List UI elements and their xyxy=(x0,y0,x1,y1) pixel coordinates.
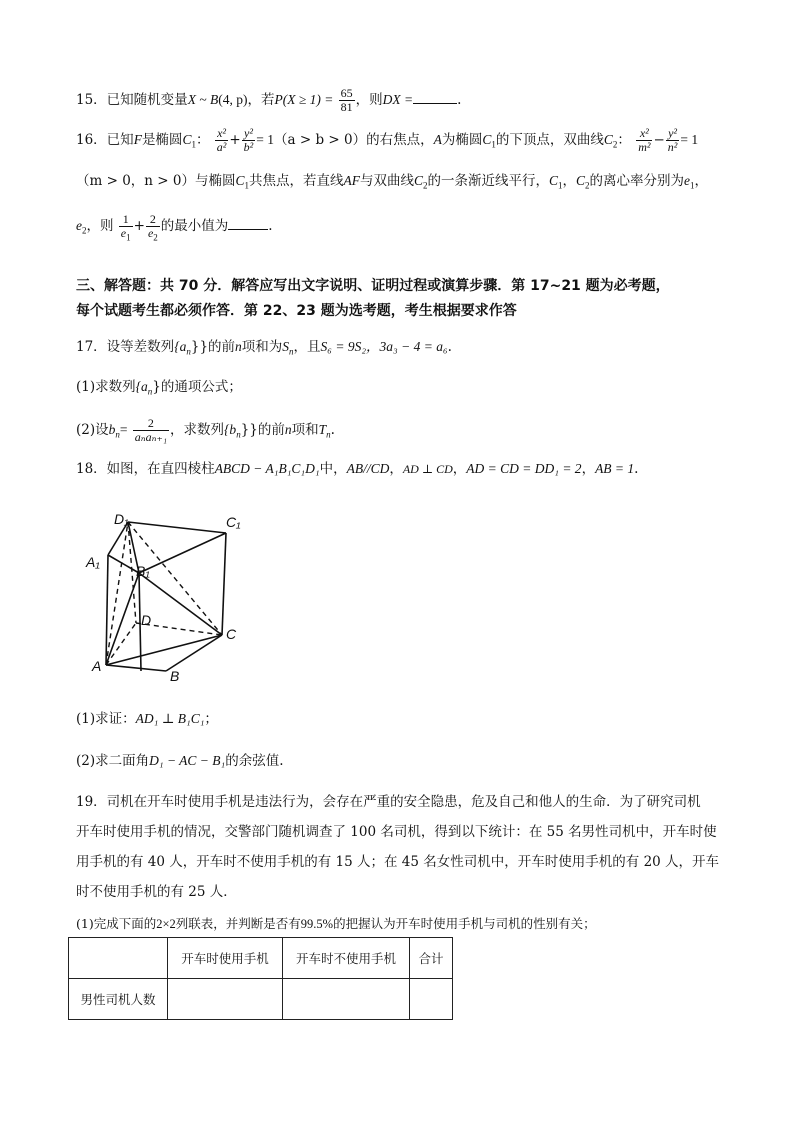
table-row xyxy=(69,979,453,1020)
question-18-part-1: (1)求证：AD₁ ⊥ B₁C₁； xyxy=(76,711,218,727)
vertex-label-d1: D₁ xyxy=(114,511,129,527)
question-19-part-1: (1)完成下面的2×2列联表，并判断是否有99.5%的把握认为开车时使用手机与司机的性别有关； xyxy=(76,916,596,931)
question-16-line-1: 16．已知F是椭圆$C_1$： $\frac{\text{x²}}{\text{a²}}$ + $\frac{\text{y²}}{\text{b²}}$ = 1（a > b > 0）的右焦点，A为椭圆$C_1$的下顶点，双曲线$C_2$： $\frac{\text{x²}}{\text{m²}}$ − $\frac{\text{y²}}{\text{n²}}$ = 1 xyxy=(76,126,699,154)
vertex-label-b1: B₁ xyxy=(136,563,150,579)
question-19-line-2: 开车时使用手机的情况，交警部门随机调查了 100 名司机，得到以下统计：在 55 名男性司机中，开车时使 xyxy=(76,824,717,840)
hidden-edge-a-d1 xyxy=(106,522,128,665)
vertex-label-c1: C₁ xyxy=(226,514,241,530)
table-header-cell: 合计 xyxy=(410,938,453,979)
contingency-table xyxy=(68,937,453,1020)
table-cell xyxy=(283,979,410,1020)
prism-figure xyxy=(78,505,258,687)
answer-blank xyxy=(413,91,457,104)
question-17-part-1: (1)求数列$\{a_n\}$的通项公式； xyxy=(76,379,242,397)
vertex-label-c: C xyxy=(226,626,237,642)
question-19-line-4: 时不使用手机的有 25 人． xyxy=(76,884,237,900)
edge-b1-c xyxy=(139,573,222,635)
question-16-line-3: $e_2$，则 $\frac{1}{e_1}$ + $\frac{2}{e_2}$ 的最小值为 . xyxy=(76,212,273,243)
vertex-label-d: D xyxy=(141,612,152,628)
question-18: 18．如图，在直四棱柱ABCD − A₁B₁C₁D₁中，AB//CD，AD ⊥ CD，AD = CD = DD₁ = 2，AB = 1. xyxy=(76,461,639,477)
table-header-cell: 开车时使用手机 xyxy=(168,938,283,979)
question-18-part-2: (2)求二面角D₁ − AC − B₁的余弦值. xyxy=(76,753,284,769)
table-header-row xyxy=(69,938,453,979)
section-3-heading-2: 每个试题考生都必须作答．第 22、23 题为选考题，考生根据要求作答 xyxy=(76,303,517,319)
section-3-heading: 三、解答题：共 70 分．解答应写出文字说明、证明过程或演算步骤．第 17~21 题为必考题， xyxy=(76,278,670,294)
edge-d1-c1 xyxy=(128,522,226,533)
question-16-line-2: （m > 0，n > 0）与椭圆$C_1$共焦点，若直线AF与双曲线$C_2$的一条渐近线平行，$C_1$，$C_2$的离心率分别为$e_1$， xyxy=(76,173,709,191)
table-cell xyxy=(410,979,453,1020)
edge-a-b xyxy=(106,665,166,671)
question-19-line-3: 用手机的有 40 人，开车时不使用手机的有 15 人；在 45 名女性司机中，开车时使用手机的有 20 人，开车 xyxy=(76,854,720,870)
table-header-cell: 开车时不使用手机 xyxy=(283,938,410,979)
edge-c1-c xyxy=(222,533,226,635)
table-cell xyxy=(168,979,283,1020)
edge-a1-a xyxy=(106,555,108,665)
question-17-part-2: (2)设$b_n=$ $\frac{2}{\text{aₙaₙ₊₁}}$ ，求数列$\{b_n\}$}的前n项和$T_n$. xyxy=(76,416,335,444)
table-cell: 男性司机人数 xyxy=(69,979,168,1020)
vertex-label-a: A xyxy=(92,658,102,674)
question-17: 17．设等差数列$\{a_n\}$}的前n项和为$S_n$，且S₆ = 9S₂，3a₃ − 4 = a₆. xyxy=(76,339,452,357)
edge-b-c xyxy=(166,635,222,671)
table-header-cell xyxy=(69,938,168,979)
question-15: 15．已知随机变量X ~ B(4, p)，若P(X ≥ 1) = $\frac{65}{81}$ ，则DX = . xyxy=(76,86,462,114)
edge-a1-b1 xyxy=(108,555,139,573)
edge-a-b1 xyxy=(106,573,139,665)
fraction-65-81: $\frac{65}{81}$ xyxy=(340,86,353,114)
vertex-label-b: B xyxy=(170,668,180,684)
question-19-line-1: 19．司机在开车时使用手机是违法行为，会存在严重的安全隐患，危及自己和他人的生命．为了研究司机 xyxy=(76,794,701,810)
vertex-label-a1: A₁ xyxy=(86,554,100,570)
edge-b1-c1 xyxy=(139,533,226,573)
